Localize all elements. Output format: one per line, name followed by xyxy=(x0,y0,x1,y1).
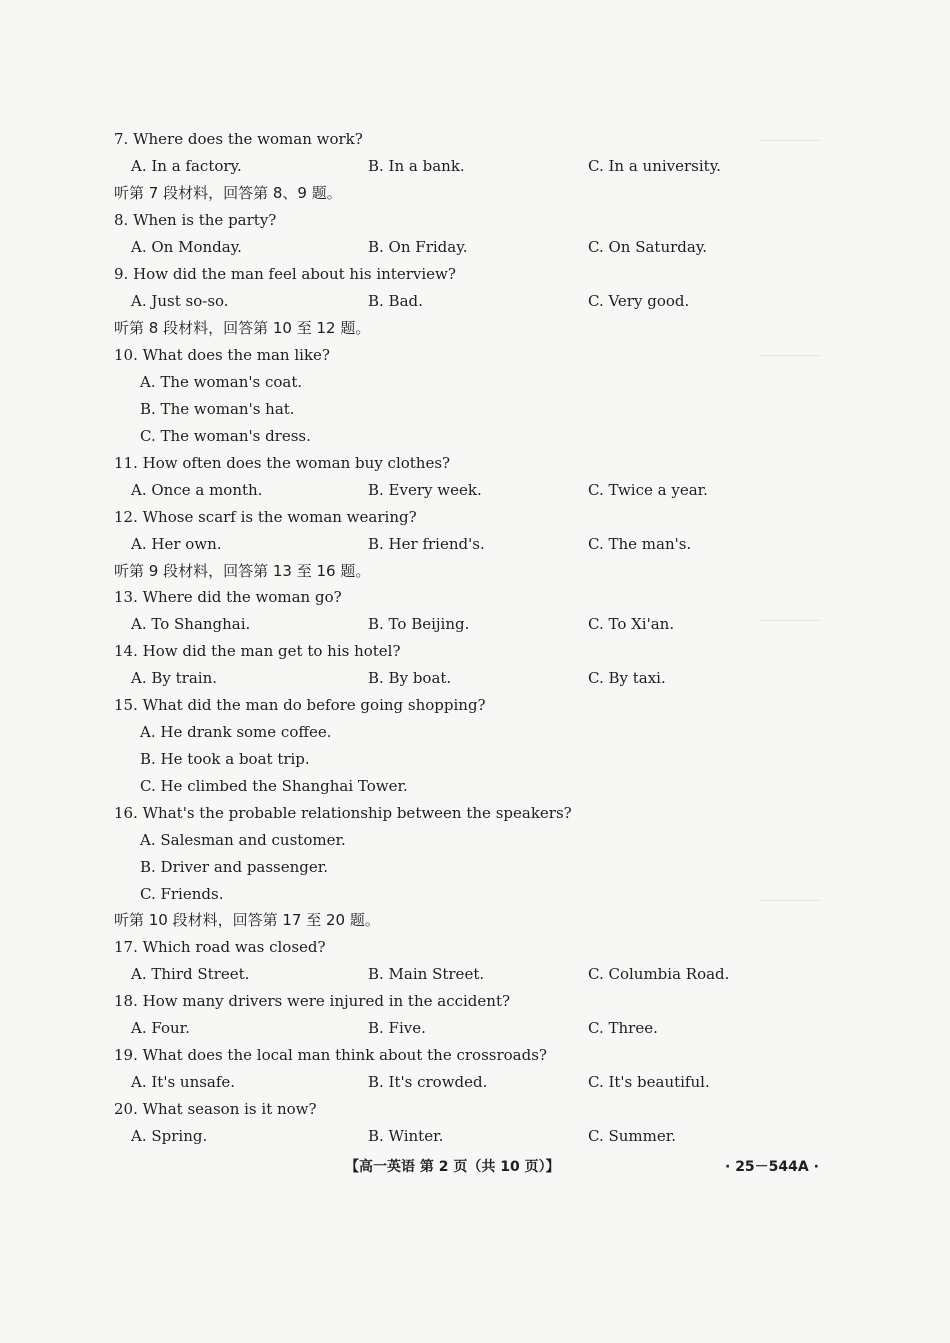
question-16: 16. What's the probable relationship between the speakers? xyxy=(114,804,572,822)
option-a: A. Once a month. xyxy=(131,481,263,499)
paper-code: · 25－544A · xyxy=(725,1159,819,1175)
option-a: A. He drank some coffee. xyxy=(140,723,332,741)
option-a: A. The woman's coat. xyxy=(140,373,303,391)
bleed-through xyxy=(760,900,820,901)
option-c: C. Very good. xyxy=(588,292,690,310)
option-b: B. Her friend's. xyxy=(368,535,485,553)
option-c: C. Three. xyxy=(588,1019,658,1037)
option-a: A. On Monday. xyxy=(131,238,242,256)
option-a: A. By train. xyxy=(131,669,218,687)
question-13: 13. Where did the woman go? xyxy=(114,588,342,606)
option-b: B. It's crowded. xyxy=(368,1073,488,1091)
option-c: C. It's beautiful. xyxy=(588,1073,710,1091)
question-11: 11. How often does the woman buy clothes? xyxy=(114,454,451,472)
option-a: A. Four. xyxy=(131,1019,190,1037)
question-7: 7. Where does the woman work? xyxy=(114,130,363,148)
option-b: B. Driver and passenger. xyxy=(140,858,329,876)
section-heading: 听第 10 段材料，回答第 17 至 20 题。 xyxy=(114,911,380,929)
option-c: C. Twice a year. xyxy=(588,481,708,499)
question-10: 10. What does the man like? xyxy=(114,346,330,364)
option-c: C. The man's. xyxy=(588,535,692,553)
option-a: A. Spring. xyxy=(131,1127,208,1145)
option-c: C. Columbia Road. xyxy=(588,965,730,983)
option-b: B. He took a boat trip. xyxy=(140,750,310,768)
question-14: 14. How did the man get to his hotel? xyxy=(114,642,401,660)
bleed-through xyxy=(760,140,820,141)
section-heading: 听第 7 段材料，回答第 8、9 题。 xyxy=(114,184,342,202)
page-footer: 【高一英语 第 2 页（共 10 页）】 xyxy=(345,1159,560,1175)
option-c: C. By taxi. xyxy=(588,669,666,687)
section-heading: 听第 9 段材料，回答第 13 至 16 题。 xyxy=(114,562,371,580)
option-a: A. Salesman and customer. xyxy=(140,831,346,849)
option-c: C. The woman's dress. xyxy=(140,427,311,445)
option-b: B. On Friday. xyxy=(368,238,468,256)
option-b: B. The woman's hat. xyxy=(140,400,295,418)
option-a: A. Just so-so. xyxy=(131,292,229,310)
question-12: 12. Whose scarf is the woman wearing? xyxy=(114,508,417,526)
option-b: B. To Beijing. xyxy=(368,615,470,633)
option-b: B. In a bank. xyxy=(368,157,465,175)
bleed-through xyxy=(760,355,820,356)
bleed-through xyxy=(760,620,820,621)
option-b: B. Bad. xyxy=(368,292,423,310)
question-15: 15. What did the man do before going shopping? xyxy=(114,696,486,714)
option-c: C. In a university. xyxy=(588,157,721,175)
option-a: A. In a factory. xyxy=(131,157,242,175)
question-8: 8. When is the party? xyxy=(114,211,277,229)
question-9: 9. How did the man feel about his interview? xyxy=(114,265,456,283)
option-a: A. It's unsafe. xyxy=(131,1073,236,1091)
option-a: A. Third Street. xyxy=(131,965,250,983)
option-c: C. He climbed the Shanghai Tower. xyxy=(140,777,408,795)
question-20: 20. What season is it now? xyxy=(114,1100,317,1118)
option-b: B. Every week. xyxy=(368,481,482,499)
option-b: B. Winter. xyxy=(368,1127,444,1145)
option-b: B. By boat. xyxy=(368,669,452,687)
question-19: 19. What does the local man think about the crossroads? xyxy=(114,1046,547,1064)
option-a: A. Her own. xyxy=(131,535,222,553)
section-heading: 听第 8 段材料，回答第 10 至 12 题。 xyxy=(114,319,371,337)
option-c: C. To Xi'an. xyxy=(588,615,675,633)
option-a: A. To Shanghai. xyxy=(131,615,251,633)
question-18: 18. How many drivers were injured in the accident? xyxy=(114,992,511,1010)
option-b: B. Main Street. xyxy=(368,965,485,983)
option-b: B. Five. xyxy=(368,1019,426,1037)
question-17: 17. Which road was closed? xyxy=(114,938,326,956)
option-c: C. On Saturday. xyxy=(588,238,708,256)
option-c: C. Summer. xyxy=(588,1127,677,1145)
option-c: C. Friends. xyxy=(140,885,224,903)
